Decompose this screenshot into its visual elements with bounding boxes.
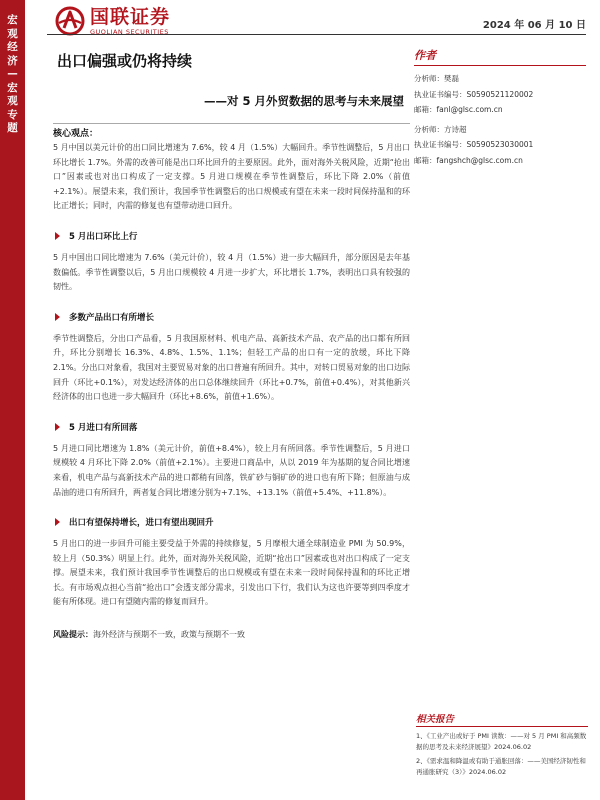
section-heading-outlook	[53, 516, 410, 528]
brand-name-cn: 国联证券	[90, 5, 171, 28]
report-subtitle: ——对 5 月外贸数据的思考与未来展望	[203, 94, 404, 108]
triangle-bullet-icon	[55, 423, 60, 431]
brand-logo	[55, 4, 170, 38]
related-report-link[interactable]: 2、《需求温和降温或有助于通胀回落：——美国经济韧性和再通胀研究（3）》2024.06.02	[416, 757, 586, 776]
main-content	[53, 123, 410, 642]
analyst-2-name: 分析师：方诗超	[414, 124, 467, 134]
related-reports	[416, 711, 588, 781]
related-report-link[interactable]: 1、《工业产出或好于 PMI 读数：——对 5 月 PMI 和高频数据的思考及未来经济展望》2024.06.02	[416, 732, 587, 751]
sidebar-band	[0, 0, 25, 800]
key-points-text: 5 月中国以美元计价的出口同比增速为 7.6%，较 4 月（1.5%）大幅回升。季节性调整后，5 月出口环比增长 1.7%。外需的改善可能是出口环比回升的主要原因。此外，面对海外关税风险，近期“抢出口”因素或也对出口构成了一定支撑。5 月进口规模在季节性调整后，环比下降 2.0%（前值+2.1%）。展望未来，我们预计，我国季节性调整后的出口规模或有望在未来一段时间保持温和的环比正增长；同时，内需的修复也有望带动进口回升。	[53, 143, 410, 211]
key-points-heading: 核心观点：	[53, 129, 99, 139]
section-title: 5 月出口环比上行	[69, 231, 138, 242]
analyst-1-license: 执业证书编号：S0590521120002	[414, 89, 534, 99]
section-text-import: 5 月进口同比增速为 1.8%（美元计价，前值+8.4%），较上月有所回落。季节性调整后，5 月进口规模较 4 月环比下降 2.0%（前值+2.1%）。主要进口商品中，从以 2019 年为基期的复合同比增速来看，机电产品与高新技术产品的进口都稍有回落，铁矿砂与铜矿砂的进口也有所下降；但原油与成品油的进口有所回升，两者复合同比增速分别为+7.1%、+13.1%（前值+5.4%、+11.8%）。	[53, 443, 410, 497]
triangle-bullet-icon	[55, 232, 60, 240]
analyst-2-email[interactable]: 邮箱：fangshch@glsc.com.cn	[414, 155, 523, 165]
header-divider	[47, 34, 586, 35]
risk-warning	[53, 628, 410, 642]
analyst-1-email[interactable]: 邮箱：fanl@glsc.com.cn	[414, 105, 503, 114]
risk-label: 风险提示：	[53, 630, 93, 640]
content-divider	[53, 123, 410, 124]
analyst-2-license: 执业证书编号：S0590523030001	[414, 140, 534, 149]
sidebar-category-label: 宏观经济—宏观专题	[7, 14, 18, 134]
section-title: 5 月进口有所回落	[69, 422, 138, 433]
section-heading-export	[53, 230, 410, 242]
section-heading-products	[53, 311, 410, 323]
section-title: 多数产品出口有所增长	[69, 312, 155, 323]
section-text-products: 季节性调整后，分出口产品看，5 月我国原材料、机电产品、高新技术产品、农产品的出口都有所回升，环比分别增长 16.3%、4.8%、1.5%、1.1%；但轻工产品的出口有一定的放缓，环比下降 2.1%。分出口对象看，我国对主要贸易对象的出口普遍有所回升。其中，对转口贸易对象的出口边际回升（环比+0.1%），对发达经济体的出口总体继续回升（环比+0.7%，前值+0.4%），对其他新兴经济体的出口也进一步大幅回升（环比+8.6%，前值+1.6%）。	[53, 333, 410, 402]
author-panel	[414, 47, 586, 168]
report-title: 出口偏强或仍将持续	[57, 52, 193, 70]
risk-text: 海外经济与预期不一致，政策与预期不一致	[93, 630, 245, 640]
section-title: 出口有望保持增长，进口有望出现回升	[69, 518, 214, 529]
brand-name-en: GUOLIAN SECURITIES	[90, 27, 169, 36]
triangle-bullet-icon	[55, 518, 60, 526]
triangle-bullet-icon	[55, 313, 60, 321]
section-text-export: 5 月中国出口同比增速为 7.6%（美元计价），较 4 月（1.5%）进一步大幅回升，部分原因是去年基数偏低。季节性调整以后，5 月出口规模较 4 月进一步扩大，环比增长 1.7%，表明出口具有较强的韧性。	[53, 252, 410, 292]
guolian-logo-icon	[55, 6, 85, 36]
section-heading-import	[53, 421, 410, 433]
related-reports-heading: 相关报告	[416, 711, 588, 727]
analyst-1-name: 分析师：樊磊	[414, 74, 459, 83]
report-date: 2024 年 06 月 10 日	[482, 20, 586, 31]
author-heading: 作者	[414, 47, 586, 66]
section-text-outlook: 5 月出口的进一步回升可能主要受益于外需的持续修复，5 月摩根大通全球制造业 PMI 为 50.9%，较上月（50.3%）明显上行。此外，面对海外关税风险，近期“抢出口”因素或也对出口构成了一定支撑。展望未来，我们预计我国季节性调整后的出口规模或有望在未来一段时间保持温和的环比正增长。有市场观点担心当前“抢出口”会透支部分需求，引发出口下行，我们认为这也许要等到四季度才能有所体现。进口有望随内需的修复而回升。	[53, 539, 410, 607]
